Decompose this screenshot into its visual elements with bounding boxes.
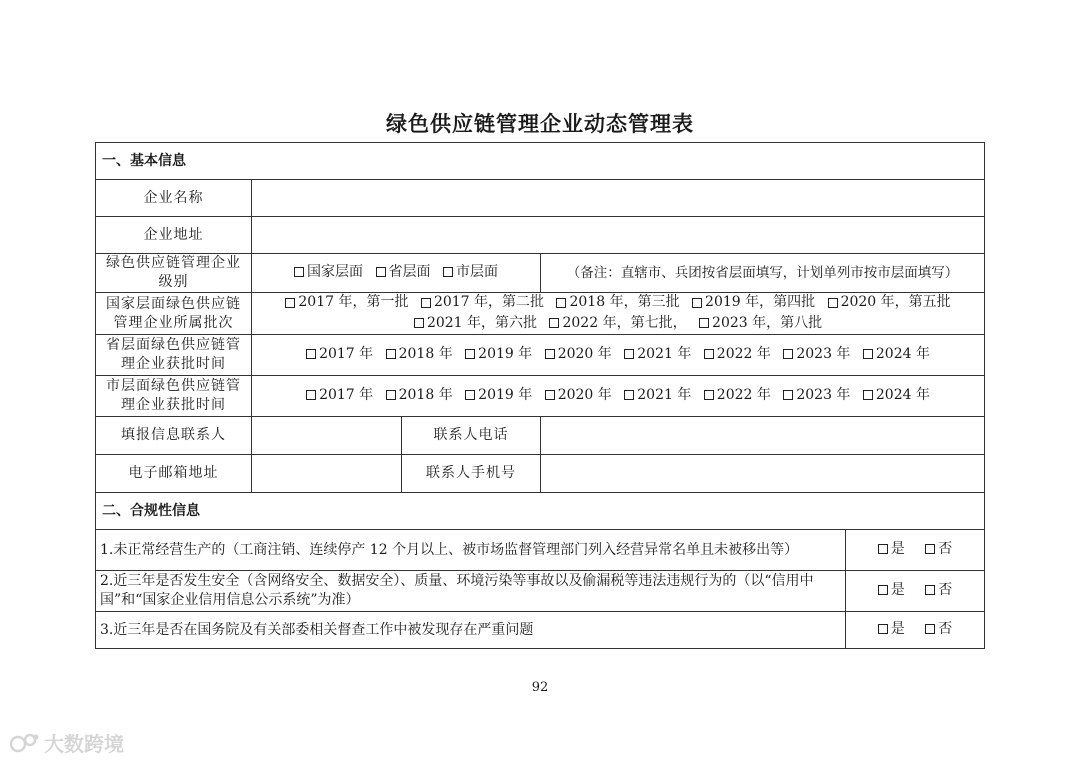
batch-6-checkbox[interactable]: 2021 年，第六批 bbox=[414, 314, 537, 333]
answer-yes-checkbox[interactable]: 是 bbox=[878, 581, 905, 600]
checkbox-icon bbox=[465, 390, 475, 400]
provincial-approval-label: 省层面绿色供应链管理企业获批时间 bbox=[96, 335, 252, 376]
city-year-options bbox=[252, 376, 985, 417]
city-year-checkbox[interactable]: 2017 年 bbox=[306, 386, 373, 405]
batch-2-checkbox[interactable]: 2017 年，第二批 bbox=[421, 293, 544, 312]
national-batch-line-2 bbox=[254, 314, 982, 335]
answer-no-checkbox[interactable]: 否 bbox=[925, 620, 952, 639]
answer-yes-checkbox[interactable]: 是 bbox=[878, 620, 905, 639]
city-approval-row bbox=[96, 376, 985, 417]
contact-phone-field[interactable] bbox=[541, 417, 985, 455]
company-address-field[interactable] bbox=[252, 217, 985, 254]
answer-options-1 bbox=[846, 530, 985, 571]
checkbox-icon bbox=[624, 390, 634, 400]
national-batch-line-1 bbox=[254, 293, 982, 314]
checkbox-icon bbox=[285, 298, 295, 308]
contact-mobile-field[interactable] bbox=[541, 455, 985, 493]
checkbox-icon bbox=[545, 349, 555, 359]
enterprise-level-row bbox=[96, 254, 985, 293]
checkbox-icon bbox=[306, 349, 316, 359]
checkbox-icon bbox=[704, 349, 714, 359]
contact-person-field[interactable] bbox=[252, 417, 402, 455]
watermark-text: 大数跨境 bbox=[44, 732, 124, 756]
national-batch-label: 国家层面绿色供应链管理企业所属批次 bbox=[96, 293, 252, 335]
checkbox-icon bbox=[925, 624, 935, 634]
company-name-row bbox=[96, 180, 985, 217]
document-title: 绿色供应链管理企业动态管理表 bbox=[386, 112, 694, 136]
provincial-year-checkbox[interactable]: 2019 年 bbox=[465, 345, 532, 364]
level-note: （备注：直辖市、兵团按省层面填写，计划单列市按市层面填写） bbox=[541, 254, 985, 293]
checkbox-icon bbox=[692, 298, 702, 308]
answer-options-2 bbox=[846, 571, 985, 612]
checkbox-icon bbox=[386, 390, 396, 400]
section1-header-row bbox=[96, 143, 985, 180]
city-year-checkbox[interactable]: 2022 年 bbox=[704, 386, 771, 405]
level-city-checkbox[interactable]: 市层面 bbox=[443, 263, 498, 282]
level-national-checkbox[interactable]: 国家层面 bbox=[294, 263, 363, 282]
email-address-field[interactable] bbox=[252, 455, 402, 493]
provincial-approval-row bbox=[96, 335, 985, 376]
compliance-question-row bbox=[96, 571, 985, 612]
provincial-year-checkbox[interactable]: 2018 年 bbox=[386, 345, 453, 364]
checkbox-icon bbox=[624, 349, 634, 359]
checkbox-icon bbox=[704, 390, 714, 400]
answer-no-checkbox[interactable]: 否 bbox=[925, 581, 952, 600]
provincial-year-checkbox[interactable]: 2024 年 bbox=[863, 345, 930, 364]
batch-4-checkbox[interactable]: 2019 年，第四批 bbox=[692, 293, 815, 312]
checkbox-icon bbox=[306, 390, 316, 400]
city-year-checkbox[interactable]: 2024 年 bbox=[863, 386, 930, 405]
contact-person-label: 填报信息联系人 bbox=[96, 417, 252, 455]
contact-phone-label: 联系人电话 bbox=[402, 417, 541, 455]
watermark bbox=[10, 728, 124, 757]
batch-3-checkbox[interactable]: 2018 年，第三批 bbox=[556, 293, 679, 312]
city-year-checkbox[interactable]: 2018 年 bbox=[386, 386, 453, 405]
answer-options-3 bbox=[846, 612, 985, 649]
company-address-label: 企业地址 bbox=[96, 217, 252, 254]
checkbox-icon bbox=[545, 390, 555, 400]
level-provincial-checkbox[interactable]: 省层面 bbox=[376, 263, 431, 282]
checkbox-icon bbox=[878, 585, 888, 595]
contact-row bbox=[96, 417, 985, 455]
checkbox-icon bbox=[925, 544, 935, 554]
provincial-year-checkbox[interactable]: 2023 年 bbox=[783, 345, 850, 364]
company-name-label: 企业名称 bbox=[96, 180, 252, 217]
checkbox-icon bbox=[414, 318, 424, 328]
city-year-checkbox[interactable]: 2020 年 bbox=[545, 386, 612, 405]
provincial-year-checkbox[interactable]: 2021 年 bbox=[624, 345, 691, 364]
checkbox-icon bbox=[421, 298, 431, 308]
company-name-field[interactable] bbox=[252, 180, 985, 217]
enterprise-level-label: 绿色供应链管理企业级别 bbox=[96, 254, 252, 293]
batch-8-checkbox[interactable]: 2023 年，第八批 bbox=[699, 314, 822, 333]
checkbox-icon bbox=[925, 585, 935, 595]
provincial-year-checkbox[interactable]: 2022 年 bbox=[704, 345, 771, 364]
national-batch-options bbox=[252, 293, 985, 335]
provincial-year-options bbox=[252, 335, 985, 376]
watermark-logo-icon bbox=[10, 731, 40, 755]
city-year-checkbox[interactable]: 2021 年 bbox=[624, 386, 691, 405]
answer-no-checkbox[interactable]: 否 bbox=[925, 540, 952, 559]
compliance-question-1: 1.未正常经营生产的（工商注销、连续停产 12 个月以上、被市场监督管理部门列入经营异常名单且未被移出等） bbox=[96, 530, 846, 571]
checkbox-icon bbox=[699, 318, 709, 328]
checkbox-icon bbox=[386, 349, 396, 359]
checkbox-icon bbox=[783, 390, 793, 400]
batch-5-checkbox[interactable]: 2020 年，第五批 bbox=[828, 293, 951, 312]
checkbox-icon bbox=[294, 267, 304, 277]
checkbox-icon bbox=[828, 298, 838, 308]
section1-heading: 一、基本信息 bbox=[96, 143, 985, 180]
city-approval-label: 市层面绿色供应链管理企业获批时间 bbox=[96, 376, 252, 417]
checkbox-icon bbox=[443, 267, 453, 277]
compliance-question-3: 3.近三年是否在国务院及有关部委相关督查工作中被发现存在严重问题 bbox=[96, 612, 846, 649]
compliance-question-2: 2.近三年是否发生安全（含网络安全、数据安全）、质量、环境污染等事故以及偷漏税等违法违规行为的（以“信用中国”和“国家企业信用信息公示系统”为准） bbox=[96, 571, 846, 612]
contact-mobile-label: 联系人手机号 bbox=[402, 455, 541, 493]
compliance-question-row bbox=[96, 612, 985, 649]
email-row bbox=[96, 455, 985, 493]
enterprise-level-options bbox=[252, 254, 541, 293]
checkbox-icon bbox=[878, 624, 888, 634]
answer-yes-checkbox[interactable]: 是 bbox=[878, 540, 905, 559]
checkbox-icon bbox=[465, 349, 475, 359]
section2-header-row bbox=[96, 493, 985, 530]
checkbox-icon bbox=[549, 318, 559, 328]
batch-7-checkbox[interactable]: 2022 年，第七批， bbox=[549, 314, 686, 333]
national-batch-row bbox=[96, 293, 985, 335]
checkbox-icon bbox=[863, 349, 873, 359]
batch-1-checkbox[interactable]: 2017 年，第一批 bbox=[285, 293, 408, 312]
management-form-table bbox=[95, 142, 985, 649]
checkbox-icon bbox=[878, 544, 888, 554]
city-year-checkbox[interactable]: 2019 年 bbox=[465, 386, 532, 405]
checkbox-icon bbox=[376, 267, 386, 277]
provincial-year-checkbox[interactable]: 2020 年 bbox=[545, 345, 612, 364]
city-year-checkbox[interactable]: 2023 年 bbox=[783, 386, 850, 405]
email-address-label: 电子邮箱地址 bbox=[96, 455, 252, 493]
page-number: 92 bbox=[531, 680, 549, 695]
checkbox-icon bbox=[556, 298, 566, 308]
compliance-question-row bbox=[96, 530, 985, 571]
company-address-row bbox=[96, 217, 985, 254]
section2-heading: 二、合规性信息 bbox=[96, 493, 985, 530]
provincial-year-checkbox[interactable]: 2017 年 bbox=[306, 345, 373, 364]
checkbox-icon bbox=[863, 390, 873, 400]
checkbox-icon bbox=[783, 349, 793, 359]
